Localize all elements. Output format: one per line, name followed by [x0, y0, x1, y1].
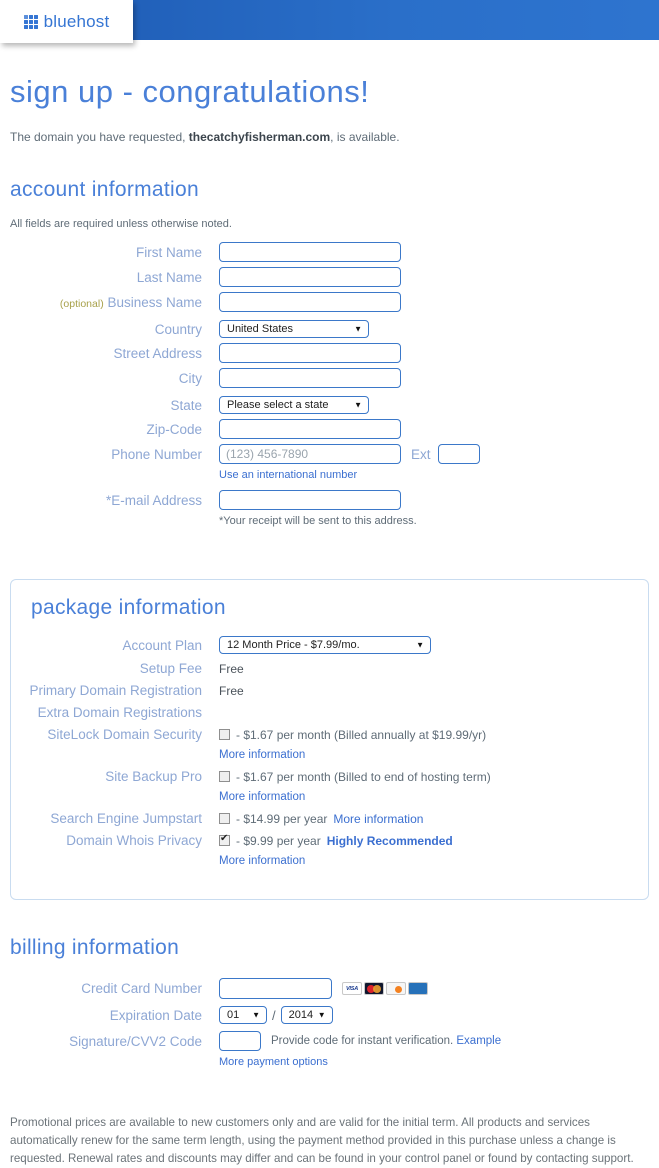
account-plan-select[interactable] [219, 636, 431, 654]
state-label: State [170, 397, 202, 413]
state-select[interactable] [219, 396, 369, 414]
whois-privacy-checkbox[interactable] [219, 835, 230, 846]
jumpstart-more-information-link[interactable]: More information [333, 811, 424, 826]
account-information-heading: account information [10, 178, 199, 201]
required-fields-note: All fields are required unless otherwise noted. [10, 218, 232, 230]
chevron-down-icon: ▼ [252, 1010, 260, 1020]
expiration-year-value: 2014 [288, 1009, 314, 1021]
city-input[interactable] [219, 368, 401, 388]
primary-domain-value: Free [219, 683, 244, 698]
header [0, 0, 659, 40]
package-information-section [10, 579, 649, 900]
international-number-link[interactable]: Use an international number [219, 469, 358, 481]
site-backup-checkbox[interactable] [219, 771, 230, 782]
street-address-row [10, 343, 649, 363]
business-name-label: (optional) Business Name [59, 294, 202, 310]
street-address-input[interactable] [219, 343, 401, 363]
country-selected-value: United States [227, 323, 294, 335]
primary-domain-label: Primary Domain Registration [29, 683, 202, 698]
mastercard-icon [364, 982, 384, 995]
discover-icon [386, 982, 406, 995]
more-payment-options-link[interactable]: More payment options [219, 1056, 328, 1068]
jumpstart-checkbox[interactable] [219, 813, 230, 824]
account-plan-label: Account Plan [122, 637, 202, 653]
expiration-year-select[interactable] [281, 1006, 333, 1024]
international-number-line [219, 469, 649, 481]
sitelock-row [11, 727, 648, 742]
chevron-down-icon: ▼ [317, 1010, 326, 1020]
site-backup-row [11, 769, 648, 784]
sitelock-more-line [219, 749, 648, 761]
primary-domain-row [11, 683, 648, 698]
zip-code-row [10, 419, 649, 439]
phone-number-row [10, 444, 649, 464]
expiration-month-value: 01 [227, 1009, 240, 1021]
first-name-input[interactable] [219, 242, 401, 262]
last-name-label: Last Name [136, 269, 202, 285]
sitelock-label: SiteLock Domain Security [47, 727, 202, 742]
email-input[interactable] [219, 490, 401, 510]
chevron-down-icon: ▼ [354, 324, 362, 334]
last-name-row [10, 267, 649, 287]
account-plan-row [11, 636, 648, 654]
billing-information-heading: billing information [10, 936, 180, 959]
city-row [10, 368, 649, 388]
site-backup-label: Site Backup Pro [105, 769, 202, 784]
setup-fee-value: Free [219, 661, 244, 676]
sitelock-checkbox[interactable] [219, 729, 230, 740]
amex-icon [408, 982, 428, 995]
promotional-legal-text: Promotional prices are available to new customers only and are valid for the initial term. All products and services automatically renew for the same term length, using the payment method provided in this purchase unless a change is requested. Renewal rates and discounts may differ and can be found in your control panel or found by contacting support. [10, 1116, 634, 1165]
sitelock-price: - $1.67 per month (Billed annually at $19.99/yr) [219, 728, 486, 742]
setup-fee-label: Setup Fee [139, 661, 202, 676]
cvv-note: Provide code for instant verification. Example [271, 1035, 502, 1047]
expiration-date-row [10, 1006, 649, 1024]
state-selected-value: Please select a state [227, 399, 329, 411]
jumpstart-row [11, 811, 648, 826]
expiration-date-label: Expiration Date [109, 1007, 202, 1023]
main-content [0, 74, 659, 527]
email-label: *E-mail Address [105, 492, 202, 508]
country-label: Country [154, 321, 202, 337]
whois-more-information-link[interactable]: More information [219, 855, 306, 867]
bluehost-grid-icon [24, 15, 38, 29]
phone-ext-input[interactable] [438, 444, 480, 464]
bluehost-logo[interactable] [0, 0, 133, 43]
package-information-heading: package information [31, 596, 226, 619]
email-receipt-note: *Your receipt will be sent to this address. [219, 515, 417, 527]
site-backup-price: - $1.67 per month (Billed to end of hosting term) [219, 770, 491, 784]
business-name-input[interactable] [219, 292, 401, 312]
street-address-label: Street Address [113, 345, 202, 361]
cvv-row [10, 1031, 649, 1051]
first-name-row [10, 242, 649, 262]
requested-domain: thecatchyfisherman.com [188, 130, 331, 144]
accepted-cards [342, 982, 428, 995]
credit-card-label: Credit Card Number [81, 981, 202, 996]
bluehost-logo-text: bluehost [43, 11, 110, 31]
zip-code-input[interactable] [219, 419, 401, 439]
ext-label: Ext [411, 446, 431, 462]
chevron-down-icon: ▼ [416, 640, 424, 650]
jumpstart-label: Search Engine Jumpstart [50, 811, 202, 826]
cvv-input[interactable] [219, 1031, 261, 1051]
domain-availability-text: The domain you have requested, thecatchyfisherman.com, is available. [10, 130, 400, 144]
whois-more-line [219, 855, 648, 867]
extra-domain-label: Extra Domain Registrations [37, 705, 202, 720]
cvv-label: Signature/CVV2 Code [69, 1033, 202, 1049]
business-name-row [10, 292, 649, 312]
country-select[interactable] [219, 320, 369, 338]
sitelock-more-information-link[interactable]: More information [219, 749, 306, 761]
chevron-down-icon: ▼ [354, 400, 362, 410]
whois-privacy-label: Domain Whois Privacy [66, 833, 202, 848]
email-row [10, 490, 649, 510]
site-backup-more-line [219, 791, 648, 803]
zip-code-label: Zip-Code [146, 421, 202, 437]
jumpstart-price: - $14.99 per year More information [219, 812, 423, 826]
phone-number-input[interactable] [219, 444, 401, 464]
expiration-separator: / [272, 1007, 276, 1023]
extra-domain-row [11, 705, 648, 720]
state-row [10, 396, 649, 414]
billing-section [0, 936, 659, 1068]
first-name-label: First Name [135, 244, 202, 260]
whois-privacy-row [11, 833, 648, 848]
phone-number-label: Phone Number [111, 446, 202, 462]
highly-recommended-link[interactable]: Highly Recommended [326, 833, 453, 848]
more-payment-options-line [219, 1056, 649, 1068]
setup-fee-row [11, 661, 648, 676]
optional-tag: (optional) [59, 297, 104, 310]
city-label: City [178, 370, 202, 386]
credit-card-input[interactable] [219, 978, 332, 999]
whois-privacy-price: ✔ - $9.99 per year Highly Recommended [219, 834, 453, 848]
visa-icon: VISA [342, 982, 362, 995]
site-backup-more-information-link[interactable]: More information [219, 791, 306, 803]
expiration-month-select[interactable] [219, 1006, 267, 1024]
credit-card-row [10, 978, 649, 999]
country-row [10, 320, 649, 338]
page-title: sign up - congratulations! [10, 74, 370, 109]
account-plan-selected-value: 12 Month Price - $7.99/mo. [227, 639, 360, 651]
cvv-example-link[interactable]: Example [456, 1035, 502, 1047]
last-name-input[interactable] [219, 267, 401, 287]
